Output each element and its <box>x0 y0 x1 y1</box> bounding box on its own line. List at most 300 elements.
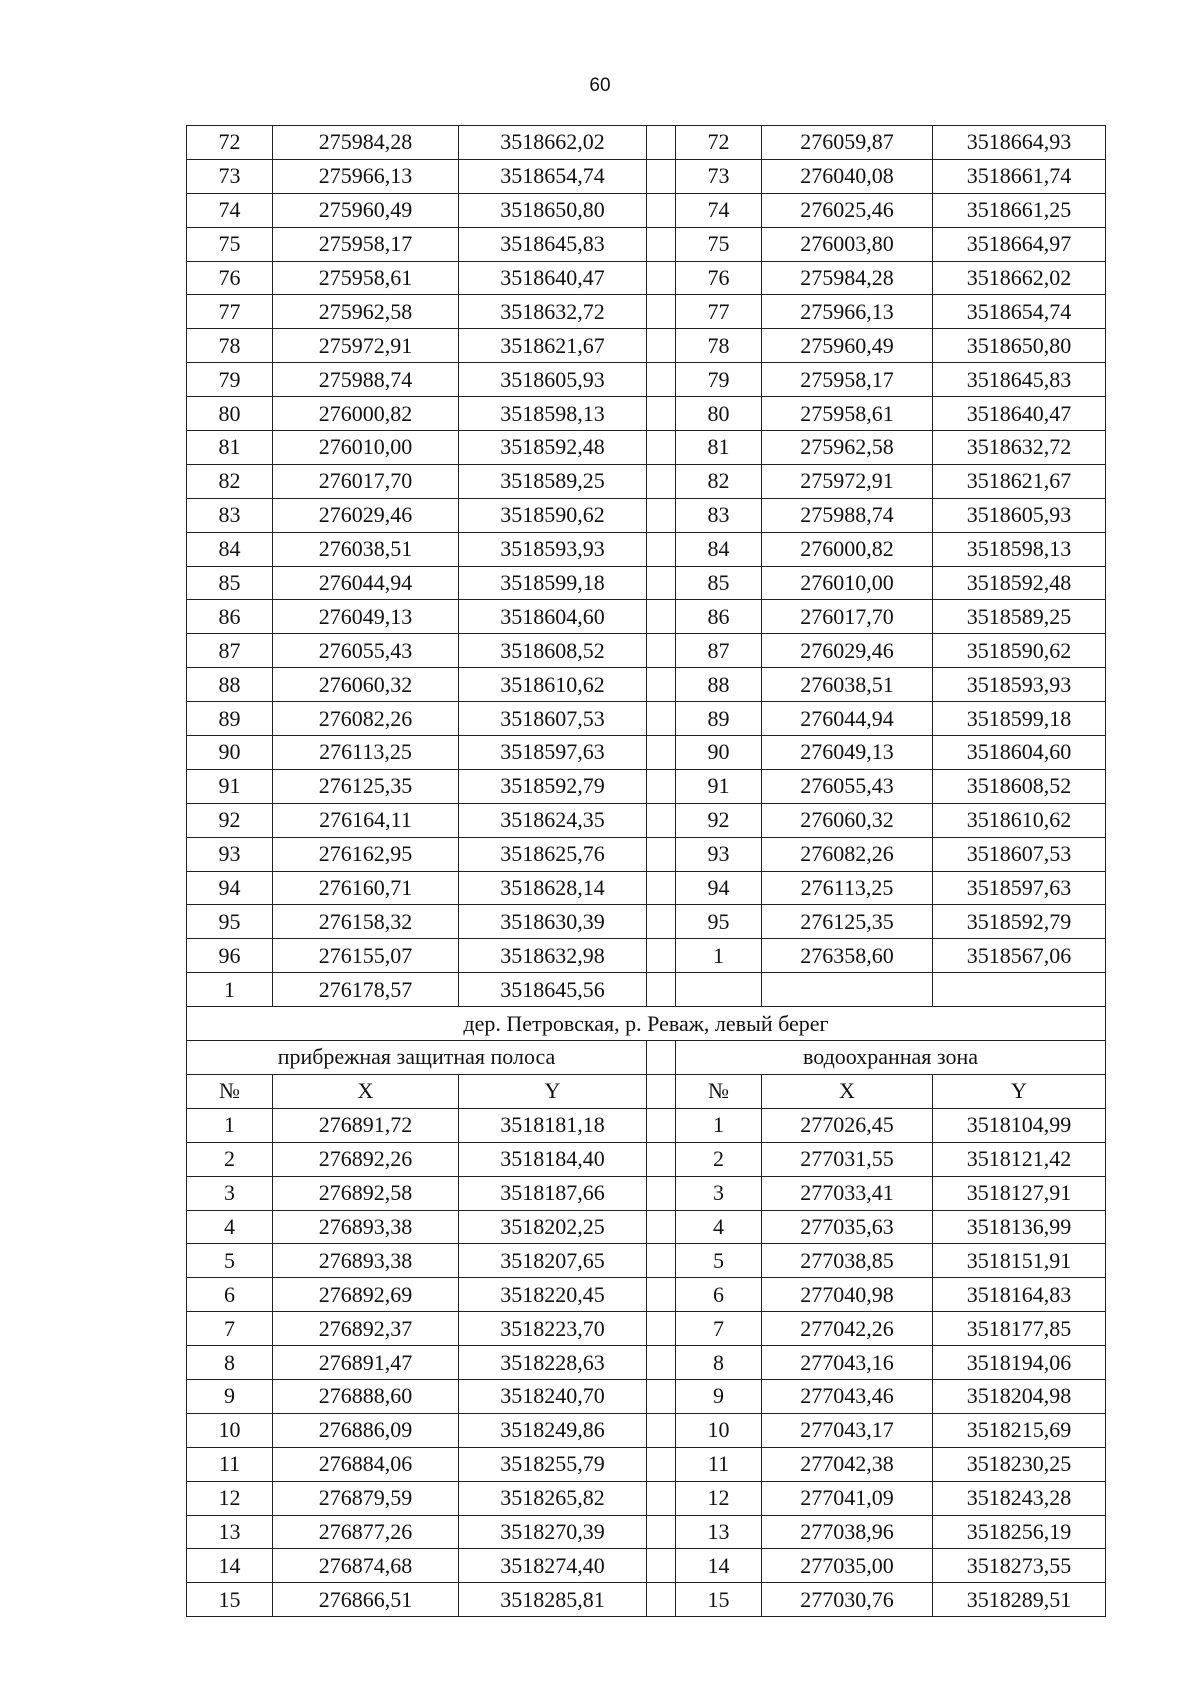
gap-cell <box>647 1244 676 1278</box>
gap-cell <box>647 1074 676 1108</box>
table-row <box>187 905 1106 939</box>
gap-cell <box>647 397 676 431</box>
left-y-cell: 3518621,67 <box>459 329 647 363</box>
right-x-header: X <box>762 1074 933 1108</box>
right-x-cell: 277035,63 <box>762 1210 933 1244</box>
left-y-cell: 3518228,63 <box>459 1346 647 1380</box>
left-num-cell: 75 <box>187 227 273 261</box>
gap-cell <box>647 1176 676 1210</box>
left-x-cell: 276892,37 <box>273 1312 459 1346</box>
table-row <box>187 1142 1106 1176</box>
left-num-cell: 6 <box>187 1278 273 1312</box>
right-y-cell: 3518597,63 <box>933 871 1106 905</box>
left-y-cell: 3518270,39 <box>459 1515 647 1549</box>
gap-cell <box>647 126 676 160</box>
left-x-cell: 276044,94 <box>273 566 459 600</box>
left-x-cell: 276891,47 <box>273 1346 459 1380</box>
right-x-cell: 276017,70 <box>762 600 933 634</box>
table-row <box>187 227 1106 261</box>
right-num-cell: 92 <box>676 803 762 837</box>
right-num-cell: 95 <box>676 905 762 939</box>
left-num-cell: 7 <box>187 1312 273 1346</box>
gap-cell <box>647 464 676 498</box>
left-y-cell: 3518593,93 <box>459 532 647 566</box>
table-row <box>187 668 1106 702</box>
left-x-cell: 276029,46 <box>273 498 459 532</box>
left-y-cell: 3518640,47 <box>459 261 647 295</box>
gap-cell <box>647 905 676 939</box>
table-row <box>187 532 1106 566</box>
gap-cell <box>647 1312 676 1346</box>
left-x-cell: 276017,70 <box>273 464 459 498</box>
right-y-cell: 3518136,99 <box>933 1210 1106 1244</box>
section-2-rows <box>187 1108 1106 1616</box>
right-num-cell: 73 <box>676 159 762 193</box>
right-num-cell: 10 <box>676 1413 762 1447</box>
right-x-cell: 276010,00 <box>762 566 933 600</box>
table-row <box>187 736 1106 770</box>
left-num-cell: 93 <box>187 837 273 871</box>
right-x-cell: 276082,26 <box>762 837 933 871</box>
right-y-cell: 3518121,42 <box>933 1142 1106 1176</box>
left-x-cell: 276891,72 <box>273 1108 459 1142</box>
right-x-cell: 275988,74 <box>762 498 933 532</box>
right-x-cell: 276049,13 <box>762 736 933 770</box>
left-x-cell: 275960,49 <box>273 193 459 227</box>
right-y-cell: 3518151,91 <box>933 1244 1106 1278</box>
right-x-cell: 277035,00 <box>762 1549 933 1583</box>
left-y-cell: 3518184,40 <box>459 1142 647 1176</box>
right-num-cell: 15 <box>676 1583 762 1617</box>
left-x-cell: 276038,51 <box>273 532 459 566</box>
table-row <box>187 1244 1106 1278</box>
right-y-cell: 3518605,93 <box>933 498 1106 532</box>
table-row <box>187 871 1106 905</box>
gap-cell <box>647 1583 676 1617</box>
right-x-cell: 277033,41 <box>762 1176 933 1210</box>
right-x-cell: 277026,45 <box>762 1108 933 1142</box>
left-y-cell: 3518274,40 <box>459 1549 647 1583</box>
gap-cell <box>647 329 676 363</box>
gap-cell <box>647 1108 676 1142</box>
right-y-cell: 3518230,25 <box>933 1447 1106 1481</box>
left-num-cell: 90 <box>187 736 273 770</box>
left-num-cell: 73 <box>187 159 273 193</box>
gap-cell <box>647 1346 676 1380</box>
gap-cell <box>647 803 676 837</box>
right-x-cell: 277043,46 <box>762 1379 933 1413</box>
table-row <box>187 498 1106 532</box>
page-number: 60 <box>589 75 611 96</box>
right-y-cell: 3518590,62 <box>933 634 1106 668</box>
left-num-cell: 91 <box>187 769 273 803</box>
right-x-cell: 277041,09 <box>762 1481 933 1515</box>
left-num-cell: 76 <box>187 261 273 295</box>
table-row <box>187 1346 1106 1380</box>
left-x-cell: 276178,57 <box>273 973 459 1007</box>
left-x-cell: 276113,25 <box>273 736 459 770</box>
left-y-cell: 3518597,63 <box>459 736 647 770</box>
right-x-cell: 277043,17 <box>762 1413 933 1447</box>
right-num-cell: 94 <box>676 871 762 905</box>
left-y-cell: 3518249,86 <box>459 1413 647 1447</box>
right-y-cell: 3518164,83 <box>933 1278 1106 1312</box>
left-x-cell: 276055,43 <box>273 634 459 668</box>
right-y-cell: 3518604,60 <box>933 736 1106 770</box>
left-y-cell: 3518181,18 <box>459 1108 647 1142</box>
right-x-cell: 275960,49 <box>762 329 933 363</box>
gap-cell <box>647 634 676 668</box>
right-num-cell: 3 <box>676 1176 762 1210</box>
right-x-cell: 276003,80 <box>762 227 933 261</box>
right-x-cell: 276029,46 <box>762 634 933 668</box>
table-row <box>187 769 1106 803</box>
right-x-cell: 275984,28 <box>762 261 933 295</box>
left-y-cell: 3518604,60 <box>459 600 647 634</box>
left-y-header: Y <box>459 1074 647 1108</box>
left-num-cell: 87 <box>187 634 273 668</box>
left-x-cell: 275962,58 <box>273 295 459 329</box>
left-num-cell: 83 <box>187 498 273 532</box>
left-num-cell: 10 <box>187 1413 273 1447</box>
left-num-cell: 79 <box>187 363 273 397</box>
right-num-cell: 90 <box>676 736 762 770</box>
right-y-cell: 3518621,67 <box>933 464 1106 498</box>
left-num-cell: 2 <box>187 1142 273 1176</box>
left-x-cell: 275972,91 <box>273 329 459 363</box>
right-num-cell: 77 <box>676 295 762 329</box>
right-num-cell: 79 <box>676 363 762 397</box>
left-x-cell: 276125,35 <box>273 769 459 803</box>
left-num-cell: 92 <box>187 803 273 837</box>
right-y-cell: 3518664,97 <box>933 227 1106 261</box>
right-x-cell: 276125,35 <box>762 905 933 939</box>
right-num-cell: 8 <box>676 1346 762 1380</box>
right-x-cell: 275962,58 <box>762 431 933 465</box>
left-num-cell: 8 <box>187 1346 273 1380</box>
right-y-cell: 3518204,98 <box>933 1379 1106 1413</box>
left-y-cell: 3518632,98 <box>459 939 647 973</box>
left-x-cell: 276000,82 <box>273 397 459 431</box>
right-y-cell: 3518593,93 <box>933 668 1106 702</box>
table-row <box>187 193 1106 227</box>
right-y-cell: 3518194,06 <box>933 1346 1106 1380</box>
table-row <box>187 329 1106 363</box>
right-x-cell <box>762 973 933 1007</box>
right-num-cell: 93 <box>676 837 762 871</box>
right-y-cell: 3518664,93 <box>933 126 1106 160</box>
left-y-cell: 3518220,45 <box>459 1278 647 1312</box>
left-y-cell: 3518589,25 <box>459 464 647 498</box>
gap-cell <box>647 769 676 803</box>
gap-cell <box>647 1515 676 1549</box>
left-y-cell: 3518223,70 <box>459 1312 647 1346</box>
left-x-cell: 276060,32 <box>273 668 459 702</box>
table-row <box>187 1108 1106 1142</box>
left-y-cell: 3518662,02 <box>459 126 647 160</box>
right-num-cell <box>676 973 762 1007</box>
right-x-cell: 276059,87 <box>762 126 933 160</box>
left-num-cell: 96 <box>187 939 273 973</box>
left-num-cell: 9 <box>187 1379 273 1413</box>
right-y-cell: 3518592,48 <box>933 566 1106 600</box>
section-title-row <box>187 1007 1106 1041</box>
left-y-cell: 3518255,79 <box>459 1447 647 1481</box>
right-y-cell: 3518599,18 <box>933 702 1106 736</box>
left-y-cell: 3518632,72 <box>459 295 647 329</box>
table-row <box>187 566 1106 600</box>
left-x-cell: 276082,26 <box>273 702 459 736</box>
right-x-cell: 277031,55 <box>762 1142 933 1176</box>
left-y-cell: 3518285,81 <box>459 1583 647 1617</box>
gap-cell <box>647 939 676 973</box>
left-num-cell: 13 <box>187 1515 273 1549</box>
left-num-cell: 95 <box>187 905 273 939</box>
right-x-cell: 277038,96 <box>762 1515 933 1549</box>
right-x-cell: 276060,32 <box>762 803 933 837</box>
right-y-cell: 3518650,80 <box>933 329 1106 363</box>
left-x-cell: 276892,26 <box>273 1142 459 1176</box>
left-x-cell: 276162,95 <box>273 837 459 871</box>
gap-cell <box>647 702 676 736</box>
right-num-cell: 82 <box>676 464 762 498</box>
left-y-cell: 3518207,65 <box>459 1244 647 1278</box>
left-num-cell: 78 <box>187 329 273 363</box>
left-num-cell: 3 <box>187 1176 273 1210</box>
right-num-cell: 74 <box>676 193 762 227</box>
left-x-cell: 276164,11 <box>273 803 459 837</box>
right-num-cell: 11 <box>676 1447 762 1481</box>
left-x-cell: 275988,74 <box>273 363 459 397</box>
right-y-cell: 3518632,72 <box>933 431 1106 465</box>
left-num-cell: 94 <box>187 871 273 905</box>
table-row <box>187 973 1106 1007</box>
left-num-cell: 86 <box>187 600 273 634</box>
right-x-cell: 276040,08 <box>762 159 933 193</box>
right-num-cell: 85 <box>676 566 762 600</box>
left-y-cell: 3518607,53 <box>459 702 647 736</box>
left-y-cell: 3518240,70 <box>459 1379 647 1413</box>
gap-cell <box>647 1210 676 1244</box>
right-y-cell: 3518592,79 <box>933 905 1106 939</box>
table-row <box>187 1481 1106 1515</box>
gap-cell <box>647 431 676 465</box>
left-num-cell: 72 <box>187 126 273 160</box>
right-num-cell: 1 <box>676 939 762 973</box>
table-row <box>187 1583 1106 1617</box>
section-2-header <box>187 1007 1106 1109</box>
right-y-cell: 3518654,74 <box>933 295 1106 329</box>
right-num-cell: 13 <box>676 1515 762 1549</box>
right-num-header: № <box>676 1074 762 1108</box>
left-x-cell: 276884,06 <box>273 1447 459 1481</box>
right-num-cell: 14 <box>676 1549 762 1583</box>
right-x-cell: 276025,46 <box>762 193 933 227</box>
left-num-cell: 11 <box>187 1447 273 1481</box>
right-y-cell: 3518127,91 <box>933 1176 1106 1210</box>
right-y-cell: 3518661,74 <box>933 159 1106 193</box>
left-x-cell: 276886,09 <box>273 1413 459 1447</box>
right-x-cell: 276358,60 <box>762 939 933 973</box>
right-y-cell <box>933 973 1106 1007</box>
right-x-cell: 276044,94 <box>762 702 933 736</box>
right-y-cell: 3518289,51 <box>933 1583 1106 1617</box>
right-y-cell: 3518645,83 <box>933 363 1106 397</box>
right-x-cell: 275966,13 <box>762 295 933 329</box>
gap-cell <box>647 1549 676 1583</box>
left-y-cell: 3518592,48 <box>459 431 647 465</box>
right-num-cell: 2 <box>676 1142 762 1176</box>
gap-cell <box>647 295 676 329</box>
right-num-cell: 7 <box>676 1312 762 1346</box>
gap-cell <box>647 1413 676 1447</box>
table-row <box>187 600 1106 634</box>
left-x-cell: 276892,69 <box>273 1278 459 1312</box>
table-row <box>187 702 1106 736</box>
table-row <box>187 295 1106 329</box>
left-y-cell: 3518608,52 <box>459 634 647 668</box>
right-num-cell: 83 <box>676 498 762 532</box>
table-row <box>187 126 1106 160</box>
left-y-cell: 3518654,74 <box>459 159 647 193</box>
table-row <box>187 1210 1106 1244</box>
left-y-cell: 3518624,35 <box>459 803 647 837</box>
right-y-cell: 3518256,19 <box>933 1515 1106 1549</box>
left-y-cell: 3518645,83 <box>459 227 647 261</box>
right-y-cell: 3518589,25 <box>933 600 1106 634</box>
left-y-cell: 3518202,25 <box>459 1210 647 1244</box>
left-y-cell: 3518187,66 <box>459 1176 647 1210</box>
right-x-cell: 275972,91 <box>762 464 933 498</box>
left-x-cell: 275984,28 <box>273 126 459 160</box>
right-x-cell: 276038,51 <box>762 668 933 702</box>
left-x-cell: 276879,59 <box>273 1481 459 1515</box>
left-y-cell: 3518650,80 <box>459 193 647 227</box>
right-x-cell: 277043,16 <box>762 1346 933 1380</box>
left-y-cell: 3518625,76 <box>459 837 647 871</box>
right-num-cell: 78 <box>676 329 762 363</box>
left-num-cell: 5 <box>187 1244 273 1278</box>
left-num-cell: 84 <box>187 532 273 566</box>
left-x-cell: 276010,00 <box>273 431 459 465</box>
right-x-cell: 277030,76 <box>762 1583 933 1617</box>
right-y-header: Y <box>933 1074 1106 1108</box>
section-1-rows <box>187 126 1106 1007</box>
right-y-cell: 3518598,13 <box>933 532 1106 566</box>
left-x-cell: 275958,17 <box>273 227 459 261</box>
left-x-cell: 276866,51 <box>273 1583 459 1617</box>
right-group-heading: водоохранная зона <box>676 1041 1106 1075</box>
left-x-cell: 276893,38 <box>273 1210 459 1244</box>
right-num-cell: 75 <box>676 227 762 261</box>
right-x-cell: 276000,82 <box>762 532 933 566</box>
right-x-cell: 276113,25 <box>762 871 933 905</box>
left-num-cell: 88 <box>187 668 273 702</box>
left-num-cell: 80 <box>187 397 273 431</box>
left-y-cell: 3518590,62 <box>459 498 647 532</box>
gap-cell <box>647 261 676 295</box>
left-num-cell: 85 <box>187 566 273 600</box>
left-num-cell: 14 <box>187 1549 273 1583</box>
left-x-cell: 276893,38 <box>273 1244 459 1278</box>
left-y-cell: 3518265,82 <box>459 1481 647 1515</box>
left-x-cell: 275966,13 <box>273 159 459 193</box>
gap-cell <box>647 566 676 600</box>
left-y-cell: 3518599,18 <box>459 566 647 600</box>
right-num-cell: 81 <box>676 431 762 465</box>
gap-cell <box>647 668 676 702</box>
table-row <box>187 939 1106 973</box>
left-x-cell: 276892,58 <box>273 1176 459 1210</box>
left-num-cell: 12 <box>187 1481 273 1515</box>
table-row <box>187 803 1106 837</box>
table-row <box>187 1447 1106 1481</box>
right-y-cell: 3518104,99 <box>933 1108 1106 1142</box>
left-num-cell: 74 <box>187 193 273 227</box>
right-x-cell: 275958,61 <box>762 397 933 431</box>
right-num-cell: 89 <box>676 702 762 736</box>
left-num-cell: 1 <box>187 973 273 1007</box>
table-row <box>187 1515 1106 1549</box>
left-y-cell: 3518630,39 <box>459 905 647 939</box>
gap-cell <box>647 1379 676 1413</box>
left-num-cell: 15 <box>187 1583 273 1617</box>
left-num-cell: 89 <box>187 702 273 736</box>
group-heading-row <box>187 1041 1106 1075</box>
right-y-cell: 3518567,06 <box>933 939 1106 973</box>
right-y-cell: 3518610,62 <box>933 803 1106 837</box>
table-row <box>187 634 1106 668</box>
table-row <box>187 431 1106 465</box>
right-num-cell: 5 <box>676 1244 762 1278</box>
left-x-cell: 276888,60 <box>273 1379 459 1413</box>
gap-cell <box>647 159 676 193</box>
left-num-cell: 82 <box>187 464 273 498</box>
left-group-heading: прибрежная защитная полоса <box>187 1041 647 1075</box>
right-y-cell: 3518177,85 <box>933 1312 1106 1346</box>
left-x-header: X <box>273 1074 459 1108</box>
table-row <box>187 1549 1106 1583</box>
gap-cell <box>647 1447 676 1481</box>
gap-cell <box>647 973 676 1007</box>
left-x-cell: 276874,68 <box>273 1549 459 1583</box>
right-num-cell: 80 <box>676 397 762 431</box>
table-row <box>187 1312 1106 1346</box>
right-y-cell: 3518661,25 <box>933 193 1106 227</box>
table-row <box>187 1278 1106 1312</box>
right-y-cell: 3518608,52 <box>933 769 1106 803</box>
gap-cell <box>647 600 676 634</box>
right-y-cell: 3518662,02 <box>933 261 1106 295</box>
column-header-row <box>187 1074 1106 1108</box>
left-x-cell: 276158,32 <box>273 905 459 939</box>
gap-cell <box>647 363 676 397</box>
left-num-cell: 4 <box>187 1210 273 1244</box>
left-num-header: № <box>187 1074 273 1108</box>
table-row <box>187 397 1106 431</box>
right-num-cell: 91 <box>676 769 762 803</box>
table-row <box>187 1413 1106 1447</box>
gap-cell <box>647 498 676 532</box>
left-x-cell: 276877,26 <box>273 1515 459 1549</box>
right-num-cell: 1 <box>676 1108 762 1142</box>
gap-cell <box>647 1041 676 1075</box>
right-num-cell: 86 <box>676 600 762 634</box>
gap-cell <box>647 1481 676 1515</box>
right-y-cell: 3518607,53 <box>933 837 1106 871</box>
left-y-cell: 3518628,14 <box>459 871 647 905</box>
right-x-cell: 277038,85 <box>762 1244 933 1278</box>
